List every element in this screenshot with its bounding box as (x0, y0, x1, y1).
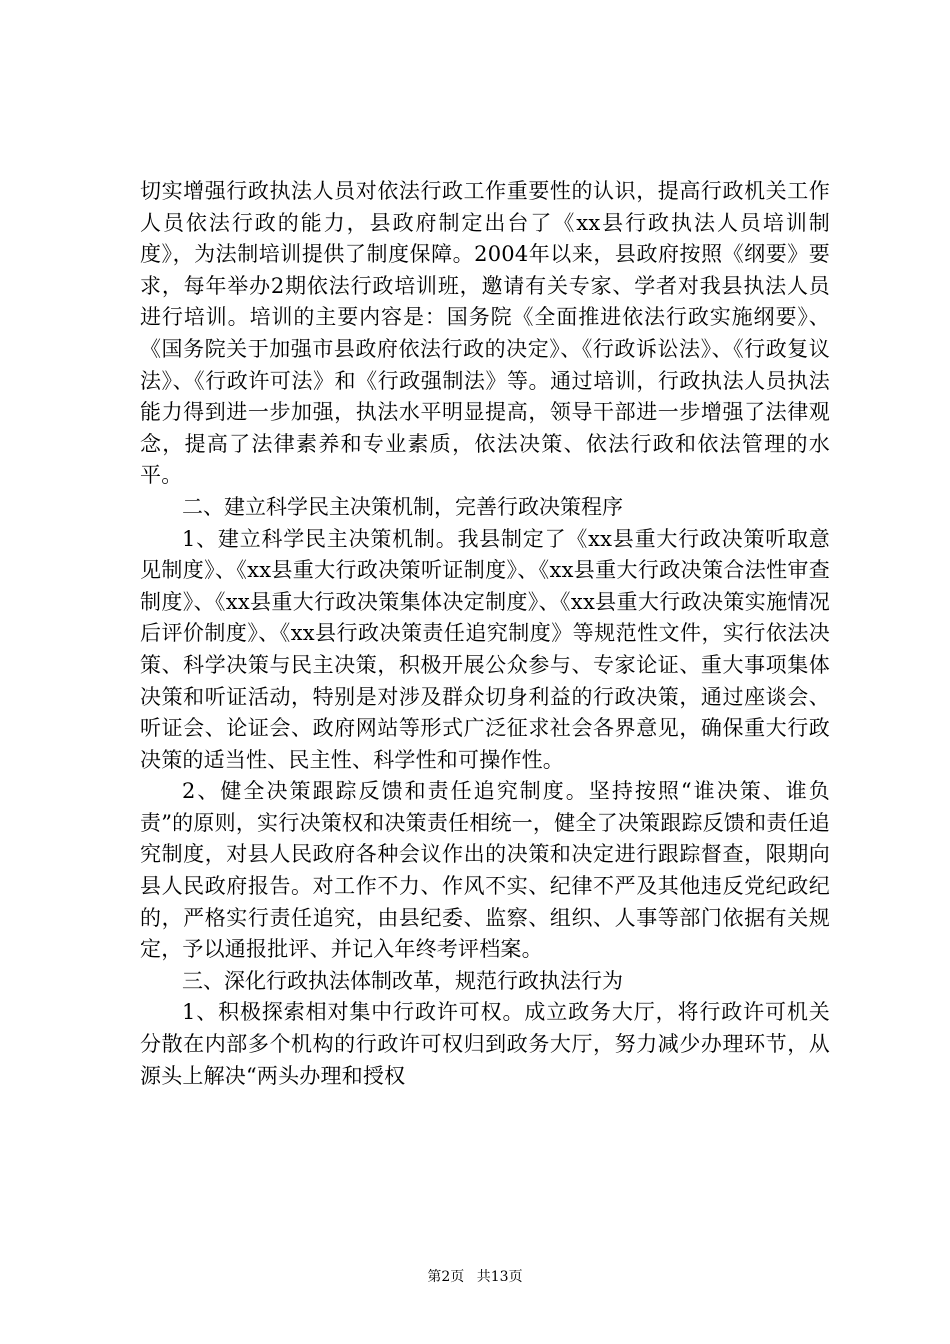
section-heading-2: 二、建立科学民主决策机制，完善行政决策程序 (182, 494, 623, 519)
paragraph-training: 切实增强行政执法人员对依法行政工作重要性的认识，提高行政机关工作人员依法行政的能力，县政府制定出台了《xx县行政执法人员培训制度》，为法制培训提供了制度保障。2004年以来，县政府按照《纲要》要求，每年举办2期依法行政培训班，邀请有关专家、学者对我县执法人员进行培训。培训的主要内容是：国务院《全面推进依法行政实施纲要》、《国务院关于加强市县政府依法行政的决定》、《行政诉讼法》、《行政复议法》、《行政许可法》和《行政强制法》等。通过培训，行政执法人员执法能力得到进一步加强，执法水平明显提高，领导干部进一步增强了法律观念，提高了法律素养和专业素质，依法决策、依法行政和依法管理的水平。 (140, 179, 830, 488)
document-body (140, 176, 830, 1092)
total-pages: 共13页 (476, 1269, 523, 1285)
paragraph-licensing: 1、积极探索相对集中行政许可权。成立政务大厅，将行政许可机关分散在内部多个机构的行政许可权归到政务大厅，努力减少办理环节，从源头上解决“两头办理和授权 (140, 1000, 830, 1088)
paragraph-decision-mechanism: 1、建立科学民主决策机制。我县制定了《xx县重大行政决策听取意见制度》、《xx县重大行政决策听证制度》、《xx县重大行政决策合法性审查制度》、《xx县重大行政决策集体决定制度》、《xx县重大行政决策实施情况后评价制度》、《xx县行政决策责任追究制度》等规范性文件，实行依法决策、科学决策与民主决策，积极开展公众参与、专家论证、重大事项集体决策和听证活动，特别是对涉及群众切身利益的行政决策，通过座谈会、听证会、论证会、政府网站等形式广泛征求社会各界意见，确保重大行政决策的适当性、民主性、科学性和可操作性。 (140, 526, 830, 772)
page-number: 第2页 (427, 1269, 465, 1285)
page-footer (0, 1268, 950, 1286)
section-heading-3: 三、深化行政执法体制改革，规范行政执法行为 (182, 968, 623, 993)
paragraph-accountability: 2、健全决策跟踪反馈和责任追究制度。坚持按照“谁决策、谁负责”的原则，实行决策权和决策责任相统一，健全了决策跟踪反馈和责任追究制度，对县人民政府各种会议作出的决策和决定进行跟踪督查，限期向县人民政府报告。对工作不力、作风不实、纪律不严及其他违反党纪政纪的，严格实行责任追究，由县纪委、监察、组织、人事等部门依据有关规定，予以通报批评、并记入年终考评档案。 (140, 779, 830, 962)
